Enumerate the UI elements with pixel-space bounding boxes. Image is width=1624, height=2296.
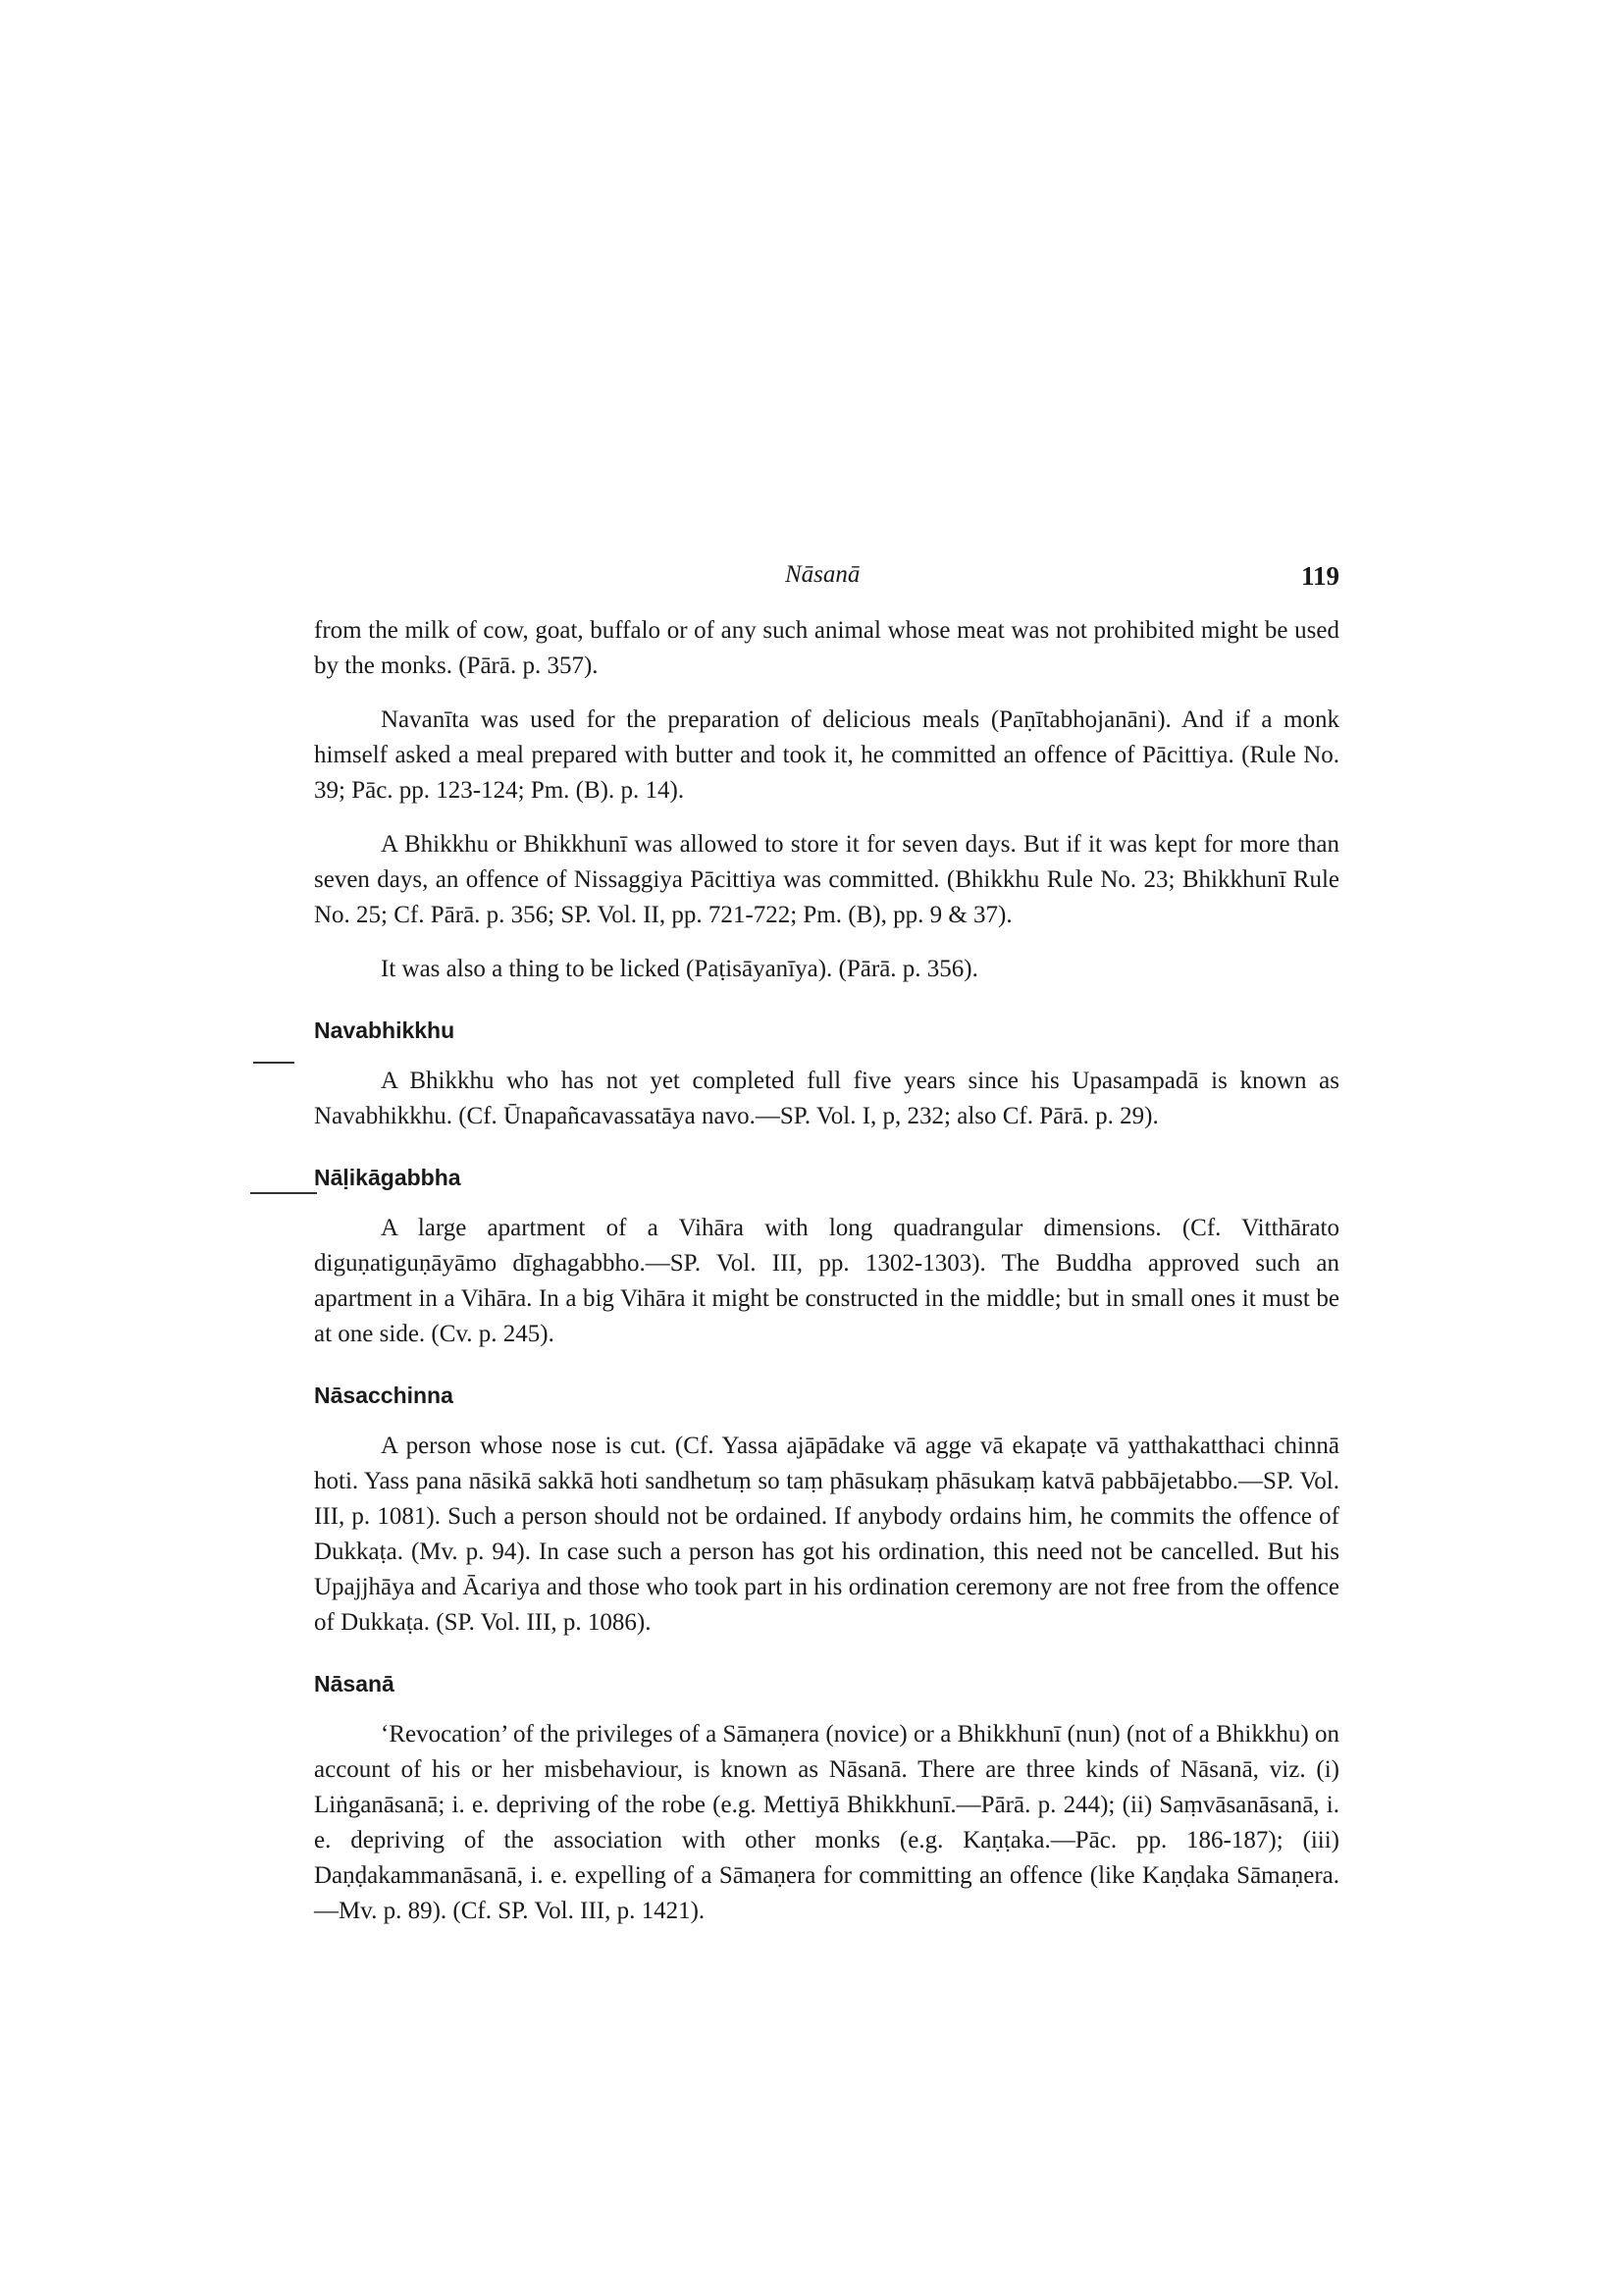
paragraph: A large apartment of a Vihāra with long quadrangular dimensions. (Cf. Vitthārato diguṇatiguṇāyāmo dīghagabbho.—SP. Vol. III, pp. 1302-1303). The Buddha approved such an apartment in a Vihāra. In a big Vihāra it might be constructed in the middle; but in small ones it must be at one side. (Cv. p. 245).	[314, 1215, 1339, 1347]
entry	[314, 1666, 1339, 1929]
margin-mark	[250, 1192, 317, 1194]
page-number: 119	[1300, 561, 1339, 591]
entry-title: Nāsacchinna	[314, 1383, 453, 1408]
entry	[314, 1013, 1339, 1134]
entry	[314, 1160, 1339, 1352]
paragraph: It was also a thing to be licked (Paṭisāyanīya). (Pārā. p. 356).	[381, 956, 978, 982]
entry	[314, 1378, 1339, 1641]
margin-mark	[253, 1062, 294, 1064]
paragraph: from the milk of cow, goat, buffalo or of any such animal whose meat was not prohibited might be used by the monks. (Pārā. p. 357).	[314, 617, 1339, 679]
entry-title: Nāḷikāgabbha	[314, 1165, 461, 1190]
paragraph: ‘Revocation’ of the privileges of a Sāmaṇera (novice) or a Bhikkhunī (nun) (not of a Bhikkhu) on account of his or her misbehaviour, is known as Nāsanā. There are three kinds of Nāsanā, viz. (i) Liṅganāsanā; i. e. depriving of the robe (e.g. Mettiyā Bhikkhunī.—Pārā. p. 244); (ii) Saṃvāsanāsanā, i. e. depriving of the association with other monks (e.g. Kaṇṭaka.—Pāc. pp. 186-187); (iii) Daṇḍakammanāsanā, i. e. expelling of a Sāmaṇera for committing an offence (like Kaṇḍaka Sāmaṇera.—Mv. p. 89). (Cf. SP. Vol. III, p. 1421).	[314, 1721, 1339, 1924]
paragraph: A person whose nose is cut. (Cf. Yassa ajāpādake vā agge vā ekapaṭe vā yatthakatthaci chinnā hoti. Yass pana nāsikā sakkā hoti sandhetuṃ so taṃ phāsukaṃ phāsukaṃ katvā pabbājetabbo.—SP. Vol. III, p. 1081). Such a person should not be ordained. If anybody ordains him, he commits the offence of Dukkaṭa. (Mv. p. 94). In case such a person has got his ordination, this need not be cancelled. But his Upajjhāya and Ācariya and those who took part in his ordination ceremony are not free from the offence of Dukkaṭa. (SP. Vol. III, p. 1086).	[314, 1433, 1339, 1636]
page-header	[314, 561, 1339, 600]
paragraph: Navanīta was used for the preparation of delicious meals (Paṇītabhojanāni). And if a monk himself asked a meal prepared with butter and took it, he committed an offence of Pācittiya. (Rule No. 39; Pāc. pp. 123-124; Pm. (B). p. 14).	[314, 706, 1339, 804]
paragraph: A Bhikkhu or Bhikkhunī was allowed to store it for seven days. But if it was kept for more than seven days, an offence of Nissaggiya Pācittiya was committed. (Bhikkhu Rule No. 23; Bhikkhunī Rule No. 25; Cf. Pārā. p. 356; SP. Vol. II, pp. 721-722; Pm. (B), pp. 9 & 37).	[314, 831, 1339, 928]
entry-title: Nāsanā	[314, 1671, 394, 1696]
paragraph: A Bhikkhu who has not yet completed full five years since his Upasampadā is known as Navabhikkhu. (Cf. Ūnapañcavassatāya navo.—SP. Vol. I, p, 232; also Cf. Pārā. p. 29).	[314, 1068, 1339, 1129]
body-text	[314, 613, 1339, 1948]
entry-title: Navabhikkhu	[314, 1018, 455, 1043]
running-title: Nāsanā	[785, 561, 861, 588]
